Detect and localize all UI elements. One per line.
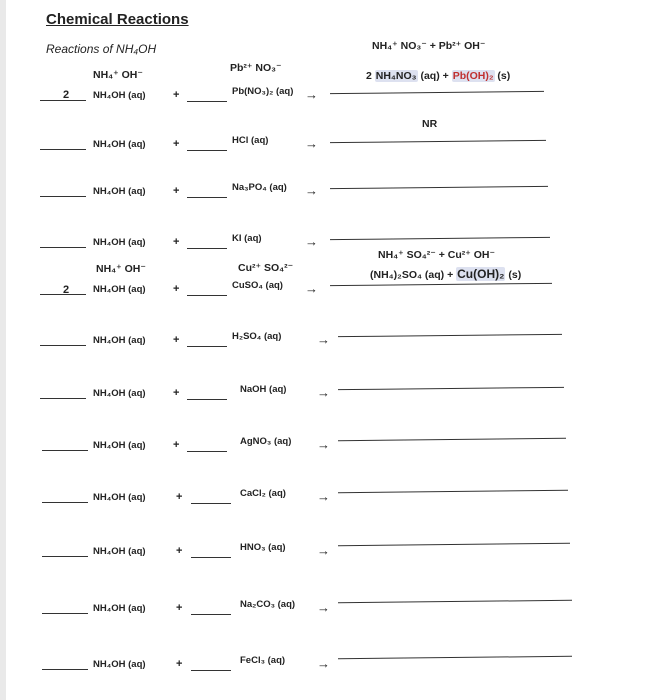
product-blank-7[interactable]	[338, 386, 564, 389]
coefficient-blank-1[interactable]	[40, 100, 86, 101]
arrow-4: →	[305, 234, 318, 249]
arrow-5: →	[305, 281, 318, 296]
product-blank-6[interactable]	[338, 334, 562, 337]
reagent-9: CaCl₂ (aq)	[240, 488, 286, 499]
arrow-10: →	[317, 543, 330, 558]
reagent-12: FeCl₃ (aq)	[240, 655, 286, 666]
plus-10: +	[176, 545, 183, 557]
reagent-1: Pb(NO₃)₂ (aq)	[232, 86, 294, 97]
ion-label-cu-so4: Cu²⁺ SO₄²⁻	[238, 262, 294, 274]
ion-label-pb-no3: Pb²⁺ NO₃⁻	[230, 62, 282, 74]
plus-4: +	[173, 236, 180, 248]
reagent-coefficient-blank-1[interactable]	[187, 101, 227, 102]
coefficient-blank-10[interactable]	[42, 556, 88, 557]
coefficient-1: 2	[63, 89, 70, 101]
plus-5: +	[173, 283, 180, 295]
answer-product-1: 2 NH₄NO₃ (aq) + Pb(OH)₂ (s)	[366, 70, 511, 82]
reagent-coefficient-blank-4[interactable]	[187, 248, 227, 249]
answer-product-5: (NH₄)₂SO₄ (aq) + Cu(OH)₂ (s)	[370, 267, 522, 281]
reagent-5: CuSO₄ (aq)	[232, 280, 283, 291]
reagent-coefficient-blank-5[interactable]	[187, 295, 227, 296]
reagent-7: NaOH (aq)	[240, 384, 287, 395]
product-blank-1[interactable]	[330, 91, 544, 94]
reactant-1: NH₄OH (aq)	[93, 90, 146, 101]
reactant-5: NH₄OH (aq)	[93, 284, 146, 295]
arrow-8: →	[317, 437, 330, 452]
product-blank-10[interactable]	[338, 543, 570, 546]
reagent-4: KI (aq)	[232, 233, 262, 244]
reagent-2: HCl (aq)	[232, 135, 269, 146]
reagent-11: Na₂CO₃ (aq)	[240, 599, 296, 610]
plus-3: +	[173, 185, 180, 197]
product-blank-8[interactable]	[338, 438, 566, 441]
section-subtitle: Reactions of NH₄OH	[46, 42, 157, 56]
arrow-6: →	[317, 332, 330, 347]
reactant-8: NH₄OH (aq)	[93, 440, 146, 451]
coefficient-blank-6[interactable]	[40, 345, 86, 346]
plus-12: +	[176, 658, 183, 670]
coefficient-blank-4[interactable]	[40, 247, 86, 248]
coefficient-blank-11[interactable]	[42, 613, 88, 614]
reagent-coefficient-blank-6[interactable]	[187, 346, 227, 347]
arrow-9: →	[317, 489, 330, 504]
reactant-7: NH₄OH (aq)	[93, 388, 146, 399]
plus-8: +	[173, 439, 180, 451]
plus-6: +	[173, 334, 180, 346]
coefficient-blank-3[interactable]	[40, 196, 86, 197]
coefficient-blank-2[interactable]	[40, 149, 86, 150]
reagent-3: Na₃PO₄ (aq)	[232, 182, 287, 193]
reactant-6: NH₄OH (aq)	[93, 335, 146, 346]
arrow-7: →	[317, 385, 330, 400]
arrow-12: →	[317, 656, 330, 671]
product-blank-4[interactable]	[330, 237, 550, 240]
arrow-1: →	[305, 87, 318, 102]
reagent-coefficient-blank-9[interactable]	[191, 503, 231, 504]
coefficient-blank-5[interactable]	[40, 294, 86, 295]
plus-9: +	[176, 491, 183, 503]
reactant-11: NH₄OH (aq)	[93, 603, 146, 614]
plus-7: +	[173, 387, 180, 399]
product-blank-11[interactable]	[338, 600, 572, 603]
reagent-8: AgNO₃ (aq)	[240, 436, 292, 447]
answer-nr: NR	[422, 118, 438, 130]
reactant-9: NH₄OH (aq)	[93, 492, 146, 503]
coefficient-blank-12[interactable]	[42, 669, 88, 670]
ion-label-nh4-oh: NH₄⁺ OH⁻	[93, 69, 143, 81]
product-blank-5[interactable]	[330, 283, 552, 286]
reactant-10: NH₄OH (aq)	[93, 546, 146, 557]
plus-1: +	[173, 89, 180, 101]
plus-11: +	[176, 602, 183, 614]
reagent-coefficient-blank-12[interactable]	[191, 670, 231, 671]
ion-label-nh4-oh-2: NH₄⁺ OH⁻	[96, 263, 146, 275]
coefficient-blank-7[interactable]	[40, 398, 86, 399]
reagent-coefficient-blank-2[interactable]	[187, 150, 227, 151]
product-blank-9[interactable]	[338, 490, 568, 493]
reagent-6: H₂SO₄ (aq)	[232, 331, 282, 342]
page-edge	[0, 0, 6, 700]
reactant-2: NH₄OH (aq)	[93, 139, 146, 150]
reactant-3: NH₄OH (aq)	[93, 186, 146, 197]
page-title: Chemical Reactions	[46, 11, 189, 28]
product-blank-12[interactable]	[338, 655, 572, 658]
reagent-coefficient-blank-7[interactable]	[187, 399, 227, 400]
answer-ions-1: NH₄⁺ NO₃⁻ + Pb²⁺ OH⁻	[372, 40, 486, 52]
reactant-12: NH₄OH (aq)	[93, 659, 146, 670]
product-blank-2[interactable]	[330, 139, 546, 142]
reactant-4: NH₄OH (aq)	[93, 237, 146, 248]
reagent-coefficient-blank-10[interactable]	[191, 557, 231, 558]
reagent-coefficient-blank-8[interactable]	[187, 451, 227, 452]
reagent-coefficient-blank-3[interactable]	[187, 197, 227, 198]
answer-ions-5: NH₄⁺ SO₄²⁻ + Cu²⁺ OH⁻	[378, 249, 496, 261]
reagent-coefficient-blank-11[interactable]	[191, 614, 231, 615]
product-blank-3[interactable]	[330, 186, 548, 189]
plus-2: +	[173, 138, 180, 150]
reagent-10: HNO₃ (aq)	[240, 542, 286, 553]
arrow-3: →	[305, 183, 318, 198]
coefficient-5: 2	[63, 284, 70, 296]
arrow-2: →	[305, 136, 318, 151]
arrow-11: →	[317, 600, 330, 615]
coefficient-blank-9[interactable]	[42, 502, 88, 503]
coefficient-blank-8[interactable]	[42, 450, 88, 451]
